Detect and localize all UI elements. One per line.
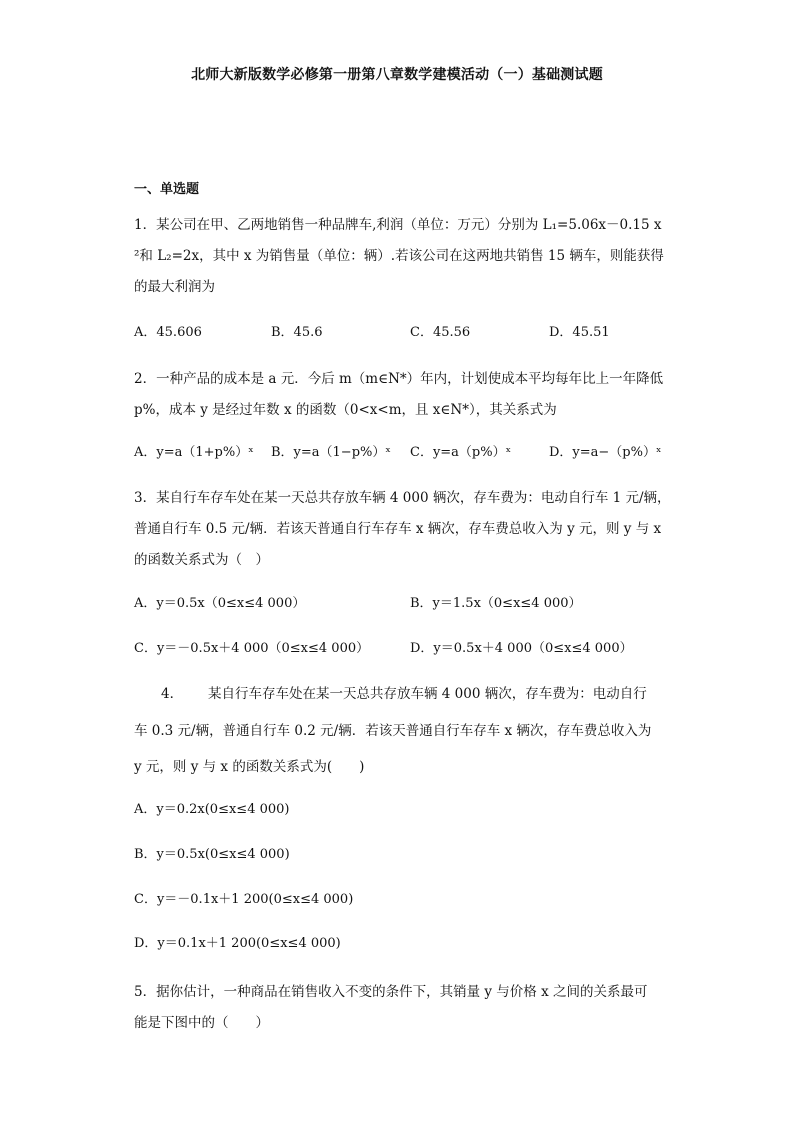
question-3-line-3: 的函数关系式为（ ） xyxy=(134,552,269,568)
question-4-option-b: B．y＝0.5x(0≤x≤4 000) xyxy=(134,847,290,862)
question-2-line-1: 2．一种产品的成本是 a 元．今后 m（m∈N*）年内，计划使成本平均每年比上一年降低 xyxy=(134,371,664,387)
question-5-line-1: 5．据你估计，一种商品在销售收入不变的条件下，其销量 y 与价格 x 之间的关系最可 xyxy=(134,984,648,1000)
question-1-option-d: D．45.51 xyxy=(549,325,610,340)
question-1-option-a: A．45.606 xyxy=(134,325,202,340)
question-3-line-2: 普通自行车 0.5 元/辆．若该天普通自行车存车 x 辆次，存车费总收入为 y 元，则 y 与 x xyxy=(134,521,662,537)
question-3-option-d: D．y＝0.5x＋4 000（0≤x≤4 000） xyxy=(410,641,633,656)
question-5-line-2: 能是下图中的（ ） xyxy=(134,1015,269,1031)
question-1-line-2: ²和 L₂=2x，其中 x 为销售量（单位：辆）.若该公司在这两地共销售 15 辆车，则能获得 xyxy=(134,248,664,264)
question-4-option-c: C．y＝－0.1x＋1 200(0≤x≤4 000) xyxy=(134,892,354,907)
question-2-option-a: A．y=a（1+p%）ˣ xyxy=(134,445,254,460)
question-2-line-2: p%，成本 y 是经过年数 x 的函数（0<x<m，且 x∈N*），其关系式为 xyxy=(134,402,557,418)
question-3-option-b: B．y＝1.5x（0≤x≤4 000） xyxy=(410,596,582,611)
question-4-option-a: A．y＝0.2x(0≤x≤4 000) xyxy=(134,802,290,817)
question-4-number: 4． xyxy=(161,686,184,702)
question-2-option-d: D．y=a−（p%）ˣ xyxy=(549,445,662,460)
question-3-option-c: C．y＝－0.5x＋4 000（0≤x≤4 000） xyxy=(134,641,370,656)
question-4-line-3: y 元，则 y 与 x 的函数关系式为( ) xyxy=(134,759,365,775)
question-1-line-1: 1．某公司在甲、乙两地销售一种品牌车,利润（单位：万元）分别为 L₁=5.06x－0.15 x xyxy=(134,217,662,233)
question-2-option-b: B．y=a（1−p%）ˣ xyxy=(271,445,391,460)
question-4-option-d: D．y＝0.1x＋1 200(0≤x≤4 000) xyxy=(134,936,341,951)
page-title: 北师大新版数学必修第一册第八章数学建模活动（一）基础测试题 xyxy=(191,67,603,83)
question-4-line-2: 车 0.3 元/辆，普通自行车 0.2 元/辆．若该天普通自行车存车 x 辆次，存车费总收入为 xyxy=(134,723,652,739)
question-1-option-b: B．45.6 xyxy=(271,325,323,340)
section-heading: 一、单选题 xyxy=(134,182,200,197)
question-2-option-c: C．y=a（p%）ˣ xyxy=(410,445,512,460)
question-4-line-1: 某自行车存车处在某一天总共存放车辆 4 000 辆次，存车费为：电动自行 xyxy=(208,686,647,702)
question-1-option-c: C．45.56 xyxy=(410,325,471,340)
question-1-line-3: 的最大利润为 xyxy=(134,279,215,295)
question-3-option-a: A．y＝0.5x（0≤x≤4 000） xyxy=(134,596,306,611)
question-3-line-1: 3．某自行车存车处在某一天总共存放车辆 4 000 辆次，存车费为：电动自行车 1 元/辆， xyxy=(134,490,671,506)
